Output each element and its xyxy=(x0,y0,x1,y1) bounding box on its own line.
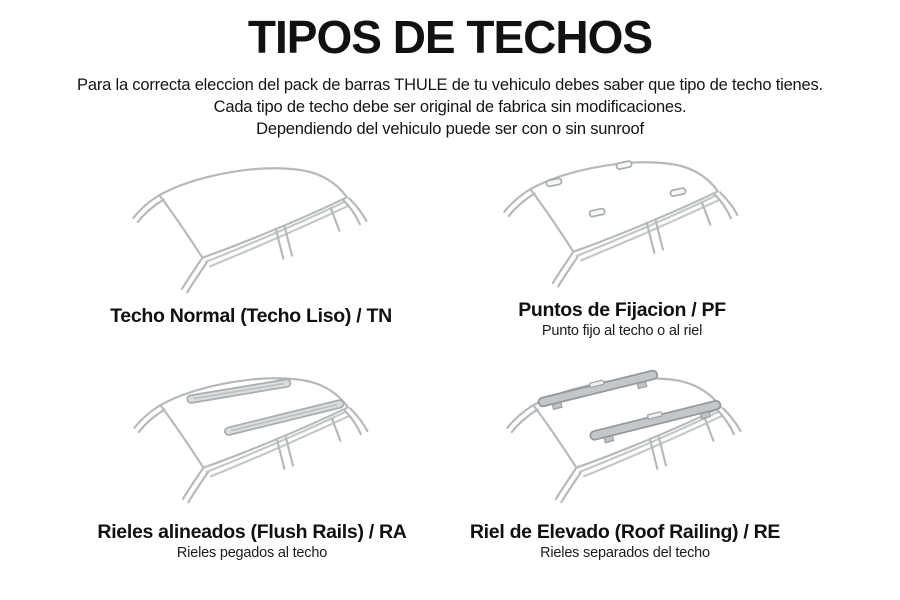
roof-type-sublabel-ra: Rieles pegados al techo xyxy=(176,545,328,561)
roof-type-label-re: Riel de Elevado (Roof Railing) / RE xyxy=(469,521,781,543)
roof-type-label-pf: Puntos de Fijacion / PF xyxy=(518,299,726,321)
roof-type-label-tn: Techo Normal (Techo Liso) / TN xyxy=(110,305,392,327)
roof-type-card-pf xyxy=(397,146,847,339)
intro-line-2: Cada tipo de techo debe ser original de fabrica sin modificaciones. xyxy=(213,98,687,116)
intro-line-1: Para la correcta eleccion del pack de barras THULE de tu vehiculo debes saber que tipo de techo tienes. xyxy=(77,76,823,94)
roof-type-card-re xyxy=(400,362,850,561)
fixpoint-roof-illustration xyxy=(490,146,755,297)
roof-type-label-ra: Rieles alineados (Flush Rails) / RA xyxy=(97,521,407,543)
roof-type-sublabel-pf: Punto fijo al techo o al riel xyxy=(541,323,703,339)
intro-text xyxy=(0,74,900,140)
intro-line-3: Dependiendo del vehiculo puede ser con o sin sunroof xyxy=(256,120,644,138)
roof-type-sublabel-re: Rieles separados del techo xyxy=(540,545,710,561)
flush-rails-roof-illustration xyxy=(120,362,385,513)
raised-rails-roof-illustration xyxy=(493,362,758,513)
normal-smooth-roof-illustration xyxy=(119,152,384,303)
page-title: TIPOS DE TECHOS xyxy=(247,11,653,63)
